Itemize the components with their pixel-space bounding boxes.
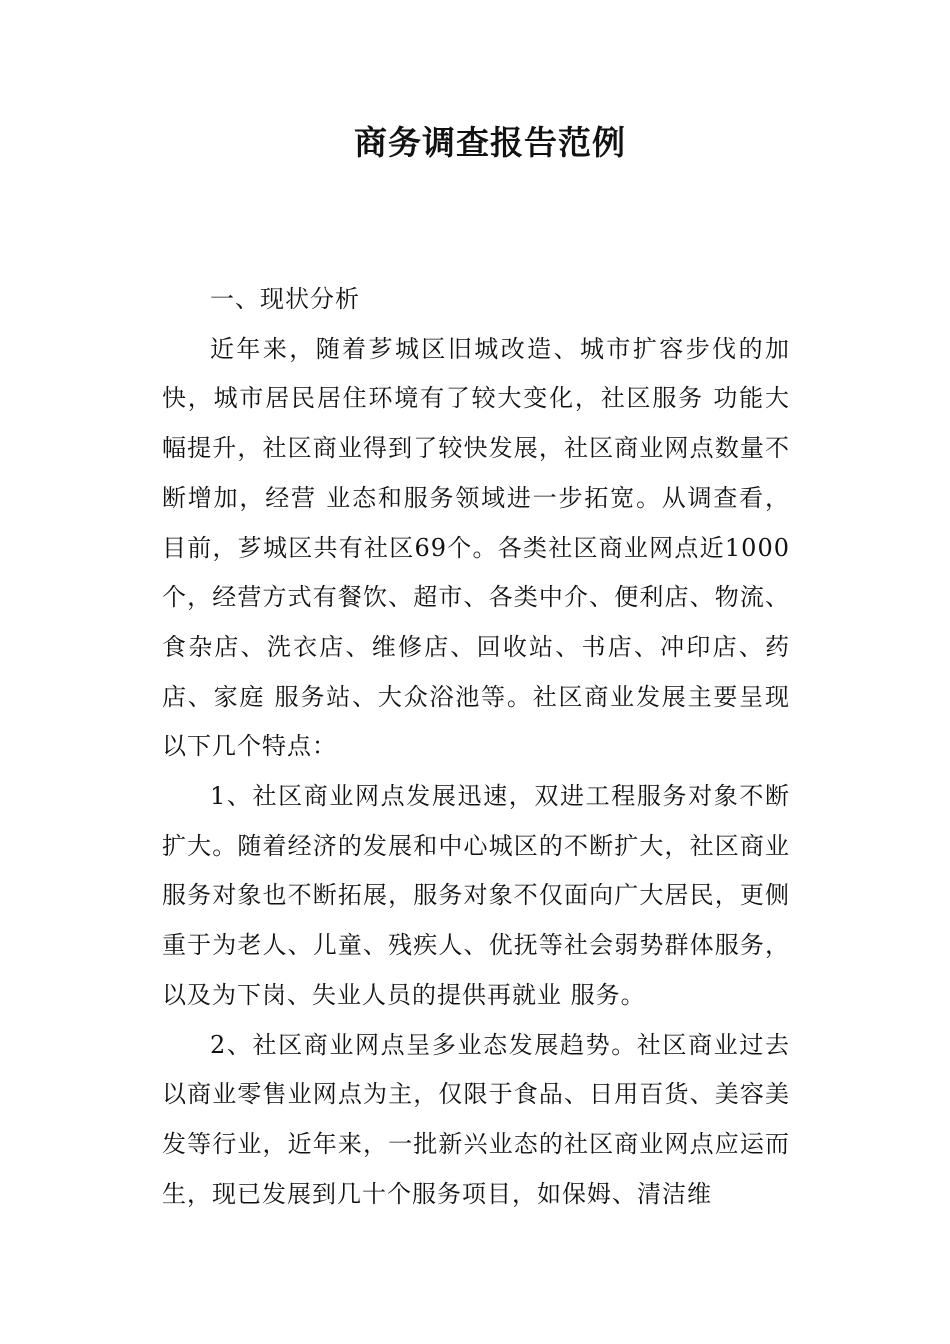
- paragraph-point-1: 1、社区商业网点发展迅速，双进工程服务对象不断扩大。随着经济的发展和中心城区的不断扩大，社区商业服务对象也不断拓展，服务对象不仅面向广大居民，更侧重于为老人、儿童、残疾人、优抚等社会弱势群体服务，以及为下岗、失业人员的提供再就业 服务。: [162, 782, 790, 1009]
- document-body: [162, 275, 790, 1219]
- section-heading: 一、现状分析: [210, 285, 360, 313]
- paragraph-intro: 近年来，随着芗城区旧城改造、城市扩容步伐的加快，城市居民居住环境有了较大变化，社区服务 功能大幅提升，社区商业得到了较快发展，社区商业网点数量不断增加，经营 业态和服务领域进一步拓宽。从调查看，目前，芗城区共有社区69个。各类社区商业网点近1000个，经营方式有餐饮、超市、各类中介、便利店、物流、食杂店、洗衣店、维修店、回收站、书店、冲印店、药店、家庭 服务站、大众浴池等。社区商业发展主要呈现以下几个特点：: [162, 334, 790, 761]
- document-title: 商务调查报告范例: [354, 123, 626, 162]
- paragraph-point-2: 2、社区商业网点呈多业态发展趋势。社区商业过去以商业零售业网点为主，仅限于食品、日用百货、美容美发等行业，近年来，一批新兴业态的社区商业网点应运而生，现已发展到几十个服务项目，如保姆、清洁维: [162, 1030, 790, 1208]
